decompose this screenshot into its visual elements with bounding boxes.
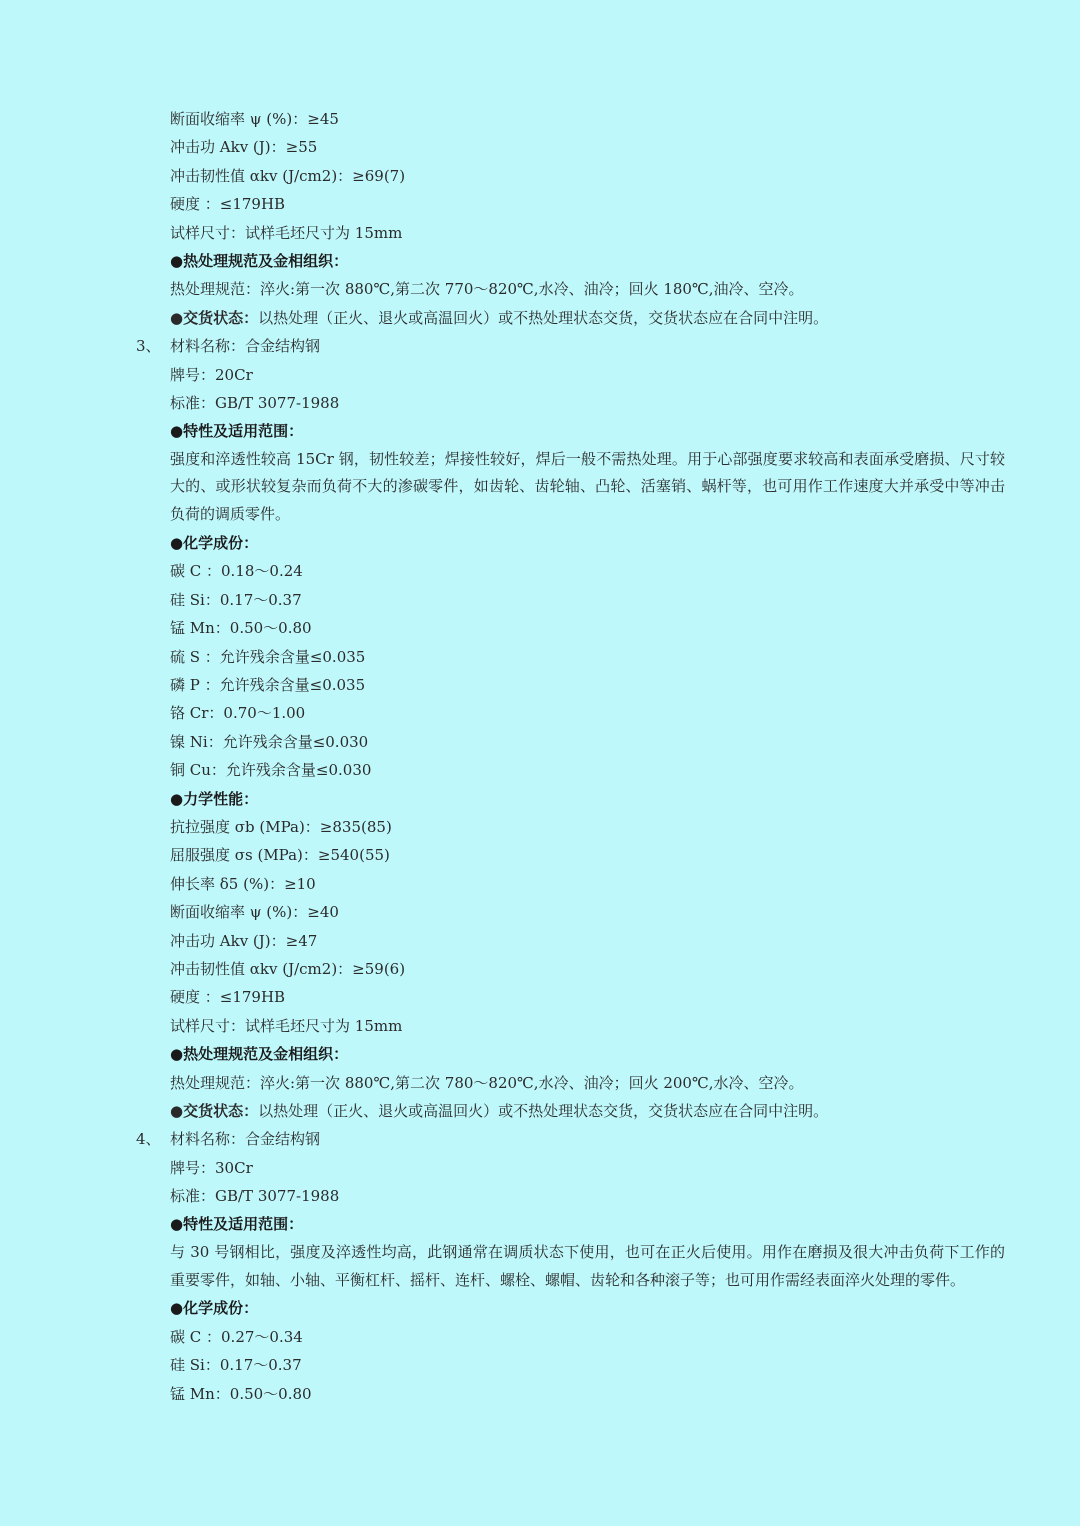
- section-heading: [0, 417, 1080, 445]
- text-line: [0, 361, 1080, 389]
- line-text: 硅 Si：0.17～0.37: [170, 590, 302, 609]
- line-text: 硬度 ：≤179HB: [170, 195, 286, 214]
- text-line: [0, 955, 1080, 983]
- line-text: 冲击韧性值 αkv (J/cm2)：≥59(6): [170, 959, 406, 978]
- text-line: [0, 586, 1080, 614]
- section-heading: [0, 529, 1080, 557]
- text-line: [0, 756, 1080, 784]
- text-line: [0, 105, 1080, 133]
- line-text: 试样尺寸：试样毛坯尺寸为 15mm: [170, 223, 403, 242]
- section-heading: [0, 247, 1080, 275]
- line-text: ●力学性能：: [170, 789, 259, 808]
- text-line: [0, 304, 1080, 332]
- line-text: 以热处理（正火、退火或高温回火）或不热处理状态交货，交货状态应在合同中注明。: [258, 308, 829, 327]
- line-text: 冲击韧性值 αkv (J/cm2)：≥69(7): [170, 166, 406, 185]
- line-text: 与 30 号钢相比，强度及淬透性均高，此钢通常在调质状态下使用，也可在正火后使用。用作在磨损及很大冲击负荷下工作的重要零件，如轴、小轴、平衡杠杆、摇杆、连杆、螺栓、螺帽、齿轮和各种滚子等；也可用作需经表面淬火处理的零件。: [170, 1242, 1005, 1289]
- text-line: [0, 614, 1080, 642]
- text-line: [0, 219, 1080, 247]
- line-text: 断面收缩率 ψ (%)：≥40: [170, 903, 339, 922]
- line-text: ●特性及适用范围：: [170, 1215, 304, 1234]
- text-line: [0, 728, 1080, 756]
- line-text: 硬度 ：≤179HB: [170, 988, 286, 1007]
- line-text: 铬 Cr：0.70～1.00: [170, 704, 306, 723]
- line-text: 以热处理（正火、退火或高温回火）或不热处理状态交货，交货状态应在合同中注明。: [258, 1101, 829, 1120]
- paragraph: [0, 1239, 1005, 1295]
- line-text: ●热处理规范及金相组织：: [170, 1045, 349, 1064]
- line-text: 硫 S ：允许残余含量≤0.035: [170, 647, 366, 666]
- text-line: [0, 1351, 1080, 1379]
- line-text: 标准：GB/T 3077-1988: [170, 393, 340, 412]
- line-text: ●特性及适用范围：: [170, 422, 304, 441]
- text-line: [0, 643, 1080, 671]
- text-line: [0, 1012, 1080, 1040]
- text-line: [0, 133, 1080, 161]
- inline-label: ●交货状态：: [170, 308, 259, 327]
- text-line: [0, 1182, 1080, 1210]
- line-text: 屈服强度 σs (MPa)：≥540(55): [170, 846, 390, 865]
- line-text: 锰 Mn：0.50～0.80: [170, 1384, 312, 1403]
- line-text: 牌号：20Cr: [170, 365, 253, 384]
- line-text: 铜 Cu：允许残余含量≤0.030: [170, 761, 372, 780]
- text-line: [0, 870, 1080, 898]
- line-text: 试样尺寸：试样毛坯尺寸为 15mm: [170, 1016, 403, 1035]
- line-text: ●化学成份：: [170, 1299, 259, 1318]
- section-heading: [0, 1040, 1080, 1068]
- line-text: ●热处理规范及金相组织：: [170, 251, 349, 270]
- section-heading: [0, 785, 1080, 813]
- text-line: [0, 162, 1080, 190]
- line-text: 碳 C ：0.18～0.24: [170, 562, 303, 581]
- line-text: 锰 Mn：0.50～0.80: [170, 619, 312, 638]
- line-text: 硅 Si：0.17～0.37: [170, 1356, 302, 1375]
- text-line: [0, 813, 1080, 841]
- section-heading: [0, 1210, 1080, 1238]
- line-text: 冲击功 Akv (J)：≥55: [170, 138, 318, 157]
- line-text: 断面收缩率 ψ (%)：≥45: [170, 110, 339, 128]
- line-text: 碳 C ：0.27～0.34: [170, 1327, 303, 1346]
- item-number: 3、: [136, 337, 161, 356]
- text-line: [0, 1069, 1080, 1097]
- line-text: 热处理规范：淬火:第一次 880℃,第二次 770～820℃,水冷、油冷；回火 180℃,油冷、空冷。: [170, 280, 804, 299]
- text-line: [0, 699, 1080, 727]
- text-line: [0, 1154, 1080, 1182]
- document-body: [0, 105, 1080, 1408]
- text-line: [0, 671, 1080, 699]
- text-line: [0, 557, 1080, 585]
- line-text: 强度和淬透性较高 15Cr 钢，韧性较差；焊接性较好，焊后一般不需热处理。用于心部强度要求较高和表面承受磨损、尺寸较大的、或形状较复杂而负荷不大的渗碳零件，如齿轮、齿轮轴、凸轮、活塞销、蜗杆等，也可用作工作速度大并承受中等冲击负荷的调质零件。: [170, 449, 1005, 524]
- item-number: 4、: [136, 1130, 161, 1149]
- text-line: [0, 332, 1080, 360]
- text-line: [0, 1380, 1080, 1408]
- line-text: 伸长率 δ5 (%)：≥10: [170, 874, 316, 893]
- text-line: [0, 841, 1080, 869]
- text-line: [0, 1323, 1080, 1351]
- text-line: [0, 927, 1080, 955]
- line-text: 热处理规范：淬火:第一次 880℃,第二次 780～820℃,水冷、油冷；回火 200℃,水冷、空冷。: [170, 1073, 804, 1092]
- line-text: 抗拉强度 σb (MPa)：≥835(85): [170, 817, 392, 836]
- text-line: [0, 1125, 1080, 1153]
- text-line: [0, 983, 1080, 1011]
- line-text: 牌号：30Cr: [170, 1158, 253, 1177]
- line-text: 镍 Ni：允许残余含量≤0.030: [170, 732, 369, 751]
- line-text: 冲击功 Akv (J)：≥47: [170, 931, 318, 950]
- text-line: [0, 898, 1080, 926]
- text-line: [0, 1097, 1080, 1125]
- text-line: [0, 275, 1080, 303]
- line-text: 标准：GB/T 3077-1988: [170, 1187, 340, 1206]
- line-text: 材料名称：合金结构钢: [170, 1130, 321, 1149]
- text-line: [0, 389, 1080, 417]
- line-text: 材料名称：合金结构钢: [170, 337, 321, 356]
- line-text: ●化学成份：: [170, 534, 259, 553]
- line-text: 磷 P ：允许残余含量≤0.035: [170, 676, 366, 695]
- text-line: [0, 190, 1080, 218]
- section-heading: [0, 1294, 1080, 1322]
- inline-label: ●交货状态：: [170, 1101, 259, 1120]
- paragraph: [0, 446, 1005, 529]
